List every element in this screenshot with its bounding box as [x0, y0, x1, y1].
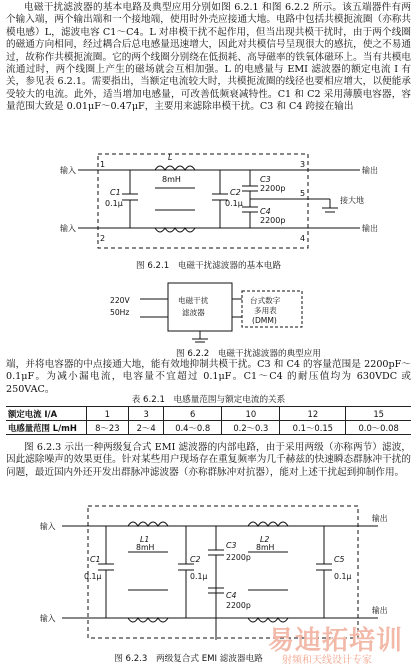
svg-text:L2: L2 [260, 535, 270, 544]
svg-text:2200p: 2200p [260, 184, 286, 193]
figure-basic-circuit [60, 148, 380, 256]
svg-text:2: 2 [100, 234, 106, 243]
svg-text:台式数字: 台式数字 [250, 296, 281, 305]
paragraph-capacitors: 端，并将电容器的中点接通大地，能有效地抑制共模干扰。C3 和 C4 的容量范围是 2200pF～0.1μF。为减小漏电流，电容量不宜超过 0.1μF。C1～C4 的耐压值均为 630VDC 或 250VAC。 [6, 359, 411, 395]
svg-text:8mH: 8mH [256, 543, 275, 552]
table-row: 额定电流 I/A 1 3 6 10 12 15 [6, 407, 411, 421]
label-box-filter-1: 电磁干扰 [178, 296, 209, 305]
svg-text:0.1μ: 0.1μ [225, 199, 243, 208]
svg-text:0.1μ: 0.1μ [105, 199, 123, 208]
label-source-frequency: 50Hz [110, 308, 130, 317]
svg-text:0.1μ: 0.1μ [190, 572, 208, 581]
table-title: 表 6.2.1 电感量范围与额定电流的关系 [131, 395, 286, 405]
svg-text:2200p: 2200p [260, 216, 286, 225]
svg-text:C5: C5 [334, 555, 345, 564]
svg-text:L1: L1 [140, 535, 150, 544]
svg-text:0.1μ: 0.1μ [334, 572, 352, 581]
svg-text:1: 1 [100, 160, 106, 169]
svg-text:C2: C2 [230, 188, 241, 197]
svg-text:C2: C2 [190, 555, 201, 564]
label-source-voltage: 220V [110, 296, 130, 305]
label-output-2: 输出 [372, 606, 388, 615]
svg-text:2200p: 2200p [226, 553, 251, 562]
label-input-1: 输入 [40, 522, 56, 531]
svg-text:8mH: 8mH [162, 175, 181, 184]
svg-text:2200p: 2200p [226, 601, 251, 610]
label-output-1: 输出 [372, 514, 388, 523]
table-row: 电感量范围 L/mH 8～23 2～4 0.4～0.8 0.2～0.3 0.1～0.15 0.0～0.08 [6, 421, 411, 435]
svg-text:多用表: 多用表 [254, 306, 277, 315]
label-box-filter-2: 滤波器 [182, 308, 205, 317]
label-input-1: 输入 [60, 166, 76, 175]
svg-text:5: 5 [300, 189, 306, 198]
svg-text:0.1μ: 0.1μ [84, 572, 102, 581]
figure-3-caption: 图 6.2.3 两级复合式 EMI 滤波器电路 [114, 654, 263, 664]
svg-text:C4: C4 [226, 591, 237, 600]
label-output-1: 输出 [362, 166, 378, 175]
svg-text:C4: C4 [260, 207, 271, 216]
svg-text:3: 3 [300, 160, 306, 169]
svg-text:C3: C3 [260, 175, 271, 184]
inductance-current-table [6, 406, 411, 435]
svg-text:4: 4 [300, 234, 306, 243]
paragraph-intro: 电磁干扰滤波器的基本电路及典型应用分别如图 6.2.1 和图 6.2.2 所示。该五端器件有两个输入端，两个输出端和一个接地端，使用时外壳应接通大地。电路中包括共模扼流圈（亦称共模电感）L，滤波电容 C1～C4。L 对串模干扰不起作用，但当出现共模干扰时，由于两个线圈的磁通方向相同，经过耦合后总电感量迅速增大，因此对共模信号呈现很大的感抗，使之不易通过，故称作共模扼流圈。它的两个线圈分别绕在低损耗、高导磁率的铁氧体磁环上。当有共模电流通过时，两个线圈上产生的磁场就会互相加强。L 的电感量与 EMI 滤波器的额定电流 I 有关，参见表 6.2.1。需要指出，当额定电流较大时，共模扼流圈的线径也要相应增大，以便能承受较大的电流。此外，适当增加电感量，可改善低频衰减特性。C1 和 C2 采用薄膜电容器，容量范围大致是 0.01μF～0.47μF，主要用来滤除串模干扰。C3 和 C4 跨接在输出 [6, 2, 411, 113]
watermark-logo-text: 易迪拓培训 [268, 626, 404, 656]
paragraph-two-stage: 图 6.2.3 示出一种两级复合式 EMI 滤波器的内部电路，由于采用两级（亦称两节）滤波，因此滤除噪声的效果更佳。针对某些用户现场存在重复频率为几千赫兹的快速瞬态群脉冲干扰的问题，最近国内外还开发出群脉冲滤波器（亦称群脉冲对抗器），能对上述干扰起到抑制作用。 [6, 442, 411, 478]
svg-text:L: L [168, 153, 173, 162]
label-input-2: 输入 [40, 614, 56, 623]
label-ground: 接大地 [340, 196, 364, 205]
figure-1-caption: 图 6.2.1 电磁干扰滤波器的基本电路 [136, 261, 281, 271]
svg-text:(DMM): (DMM) [252, 316, 277, 325]
svg-text:8mH: 8mH [136, 543, 155, 552]
svg-text:C1: C1 [90, 555, 101, 564]
label-input-2: 输入 [60, 224, 76, 233]
watermark-tagline: 射频和天线设计专家 [282, 655, 372, 666]
svg-text:C3: C3 [226, 541, 237, 550]
figure-2-caption: 图 6.2.2 电磁干扰滤波器的典型应用 [176, 349, 321, 359]
figure-typical-application [110, 277, 320, 347]
label-output-2: 输出 [362, 224, 378, 233]
svg-text:C1: C1 [110, 188, 121, 197]
